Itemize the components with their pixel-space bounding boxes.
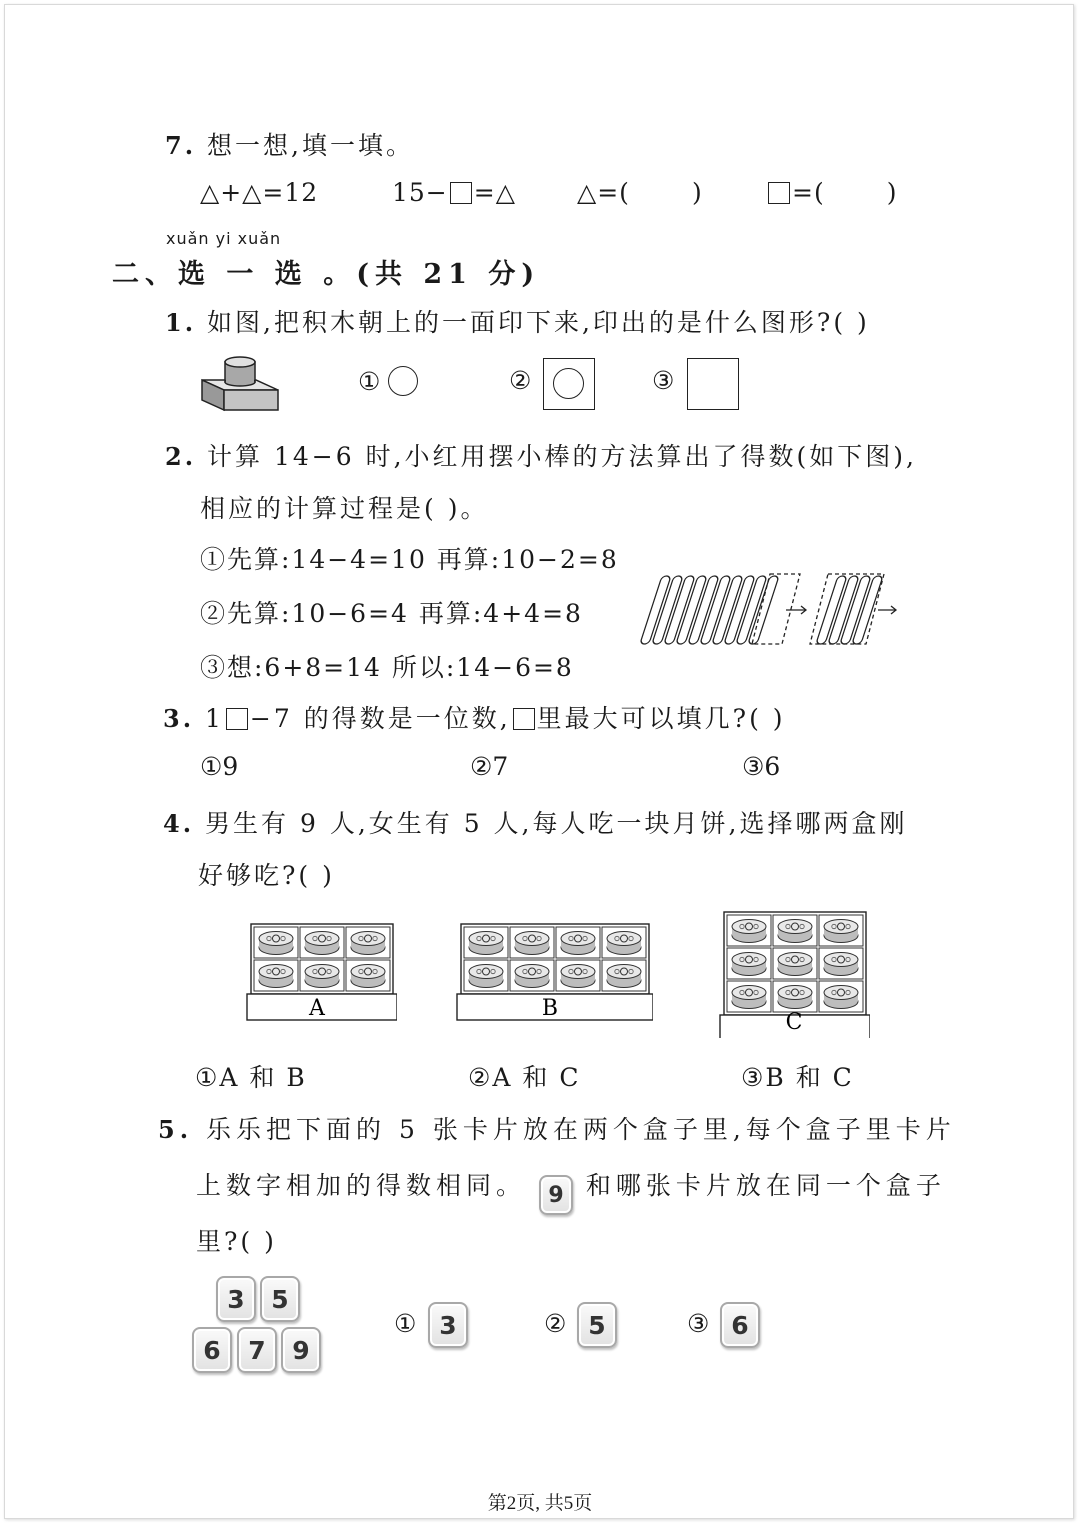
q5-title [158, 1110, 956, 1146]
q2-option-3[interactable]: ③想:6+8=14 所以:14−6=8 [200, 653, 574, 682]
q7-text: 想一想,填一填。 [207, 131, 414, 160]
q7-eq2 [392, 178, 516, 207]
q7-eq2-part-b: =△ [473, 178, 516, 207]
q5-line2 [196, 1166, 946, 1215]
q4-number: 4. [163, 809, 195, 838]
q7-eq3 [577, 178, 703, 207]
q2-line2: 相应的计算过程是( )。 [200, 494, 489, 523]
box-label-c: C [785, 1010, 803, 1035]
block-figure [196, 352, 286, 414]
blank-box [450, 182, 472, 204]
q7-title [165, 126, 414, 162]
q1-option-1[interactable] [358, 366, 418, 396]
box-label-a: A [309, 996, 325, 1021]
q5-number: 5. [158, 1115, 194, 1144]
blank-box [768, 182, 790, 204]
q4-option-1[interactable]: ①A 和 B [195, 1063, 307, 1092]
card-9-inline: 9 [539, 1175, 573, 1215]
option-mark: ② [509, 366, 532, 395]
q7-eq3-text: △=( [577, 178, 630, 207]
q4-option-2[interactable]: ②A 和 C [468, 1063, 581, 1092]
q5-line3: 里?( ) [196, 1227, 277, 1256]
q5-option-2-card[interactable]: 5 [577, 1302, 617, 1348]
card-6: 6 [192, 1327, 232, 1373]
q3-number: 3. [163, 704, 195, 733]
q7-eq4-close: ) [886, 178, 898, 207]
q3-option-1[interactable]: ①9 [200, 752, 239, 781]
mooncake-box-b [455, 920, 653, 1024]
page-footer: 第2页, 共5页 [487, 1493, 593, 1514]
square-shape [687, 358, 739, 410]
q3-option-3[interactable]: ③6 [742, 752, 781, 781]
q5-option-3-mark[interactable]: ③ [687, 1309, 710, 1338]
box-label-b: B [541, 996, 559, 1021]
card-5: 5 [260, 1276, 300, 1322]
blank-box [513, 708, 535, 730]
q5-line2-b: 和哪张卡片放在同一个盒子 [585, 1171, 946, 1200]
q5-option-2-mark[interactable]: ② [544, 1309, 567, 1338]
square-with-circle-shape [543, 358, 595, 410]
q4-line1: 男生有 9 人,女生有 5 人,每人吃一块月饼,选择哪两盒刚 [205, 809, 908, 838]
q5-line1: 乐乐把下面的 5 张卡片放在两个盒子里,每个盒子里卡片 [206, 1115, 956, 1144]
q2-number: 2. [165, 442, 197, 471]
q1-title [165, 303, 870, 339]
q3-option-2[interactable]: ②7 [470, 752, 509, 781]
q7-eq3-close: ) [691, 178, 703, 207]
q5-option-1-card[interactable]: 3 [428, 1302, 468, 1348]
q5-option-1-mark[interactable]: ① [394, 1309, 417, 1338]
q3-text-c: 里最大可以填几?( ) [536, 704, 786, 733]
q5-line2-a: 上数字相加的得数相同。 [196, 1171, 527, 1200]
card-7: 7 [237, 1327, 277, 1373]
mooncake-box-c [718, 908, 870, 1038]
page-frame [4, 4, 1074, 1519]
q5-option-3-card[interactable]: 6 [720, 1302, 760, 1348]
card-3: 3 [216, 1276, 256, 1322]
q7-eq2-part-a: 15− [392, 178, 448, 207]
q3-title [163, 699, 786, 735]
option-mark: ③ [652, 366, 675, 395]
q2-option-1[interactable]: ①先算:14−4=10 再算:10−2=8 [200, 545, 619, 574]
q2-line1: 计算 14−6 时,小红用摆小棒的方法算出了得数(如下图), [207, 442, 917, 471]
q2-option-2[interactable]: ②先算:10−6=4 再算:4+4=8 [200, 599, 583, 628]
sticks-figure [640, 572, 900, 648]
q1-text: 如图,把积木朝上的一面印下来,印出的是什么图形?( ) [207, 308, 870, 337]
q7-eq4 [766, 178, 897, 207]
q3-text-b: −7 的得数是一位数, [249, 704, 511, 733]
circle-shape [388, 366, 418, 396]
q3-text-a: 1 [205, 704, 224, 733]
q7-eq1: △+△=12 [200, 178, 319, 207]
q4-line2: 好够吃?( ) [198, 861, 335, 890]
q4-option-3[interactable]: ③B 和 C [741, 1063, 854, 1092]
section2-title: 二、选 一 选 。(共 21 分) [112, 259, 541, 290]
option-mark: ① [358, 367, 381, 396]
card-9: 9 [281, 1327, 321, 1373]
q1-option-2[interactable] [509, 366, 531, 395]
q1-option-3[interactable] [652, 366, 674, 395]
section2-pinyin: xuǎn yi xuǎn [166, 229, 282, 248]
mooncake-box-a [245, 920, 397, 1024]
q4-title [163, 804, 907, 840]
q7-eq4-text: =( [792, 178, 825, 207]
blank-box [226, 708, 248, 730]
q1-number: 1. [165, 308, 197, 337]
q7-number: 7. [165, 131, 197, 160]
q2-title [165, 437, 917, 473]
